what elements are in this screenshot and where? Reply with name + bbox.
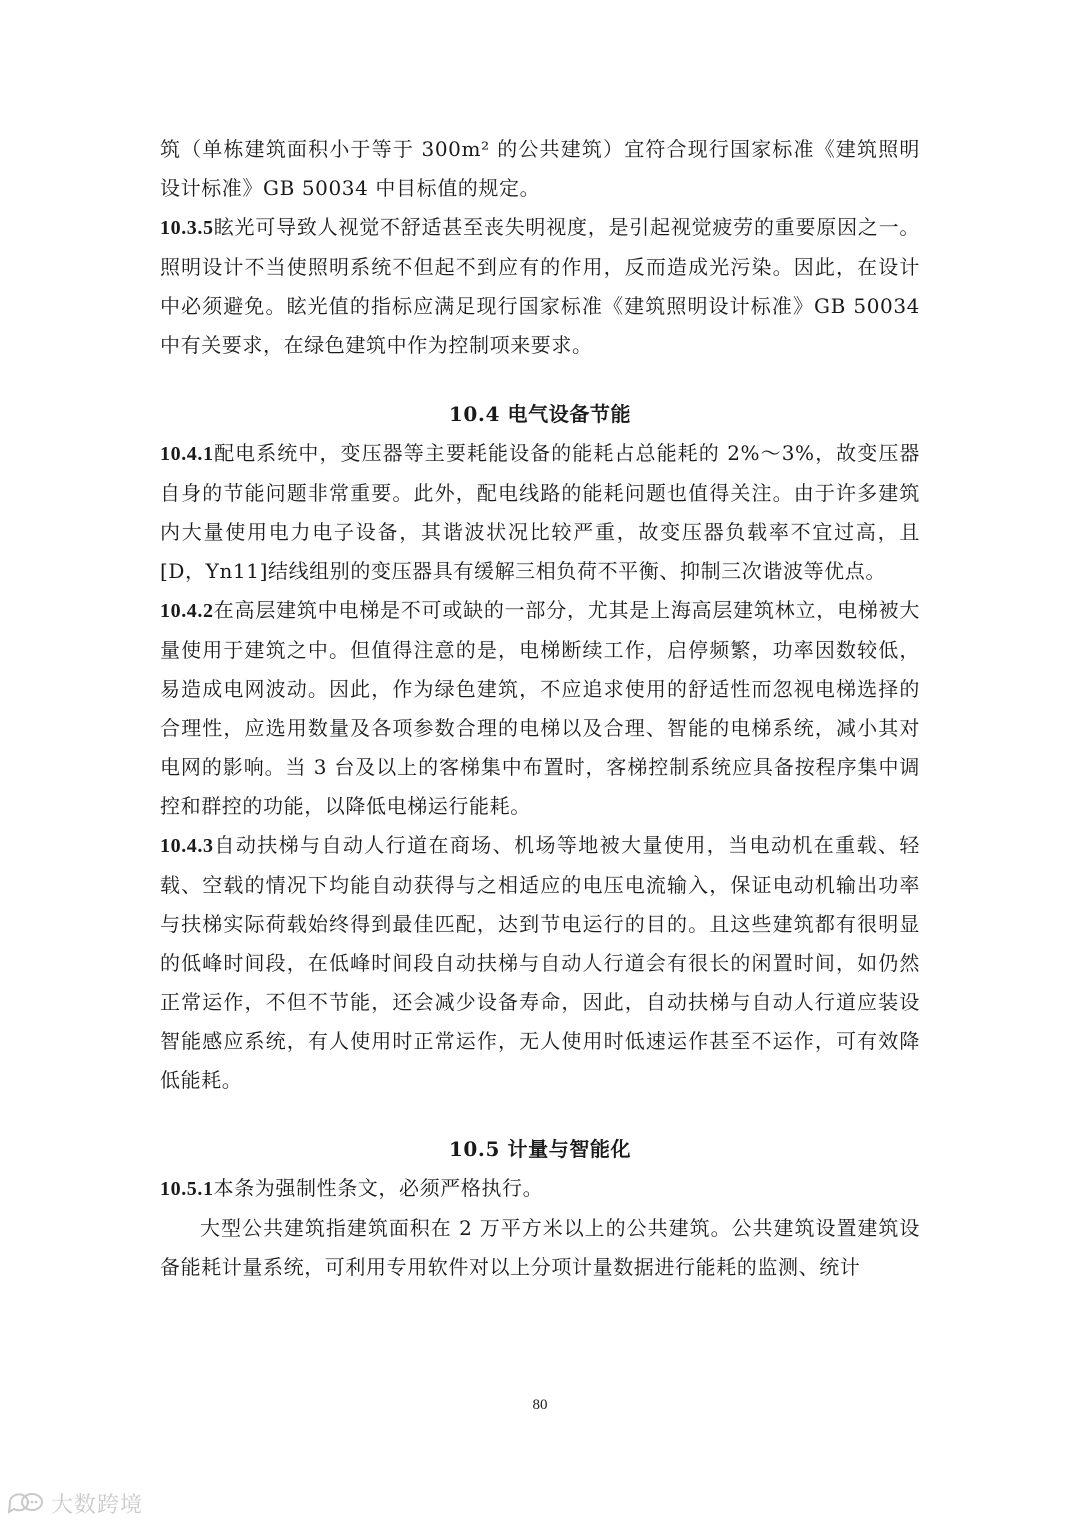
paragraph-text: 大型公共建筑指建筑面积在 2 万平方米以上的公共建筑。公共建筑设置建筑设备能耗计量系统，可利用专用软件对以上分项计量数据进行能耗的监测、统计: [160, 1216, 920, 1279]
watermark: [6, 1488, 143, 1518]
paragraph: [160, 130, 920, 208]
section-gap: [160, 365, 920, 395]
paragraph-text: 筑（单栋建筑面积小于等于 300m² 的公共建筑）宜符合现行国家标准《建筑照明设计标准》GB 50034 中目标值的规定。: [160, 137, 920, 200]
clause-number: 10.4.1: [160, 443, 214, 465]
clause-number: 10.4.3: [160, 835, 214, 857]
section-heading: 10.4 电气设备节能: [448, 402, 632, 426]
paragraph-text: 在高层建筑中电梯是不可或缺的一部分，尤其是上海高层建筑林立，电梯被大量使用于建筑之中。但值得注意的是，电梯断续工作，启停频繁，功率因数较低，易造成电网波动。因此，作为绿色建筑，不应追求使用的舒适性而忽视电梯选择的合理性，应选用数量及各项参数合理的电梯以及合理、智能的电梯系统，减小其对电网的影响。当 3 台及以上的客梯集中布置时，客梯控制系统应具备按程序集中调控和群控的功能，以降低电梯运行能耗。: [160, 598, 920, 818]
paragraph-text: 眩光可导致人视觉不舒适甚至丧失明视度，是引起视觉疲劳的重要原因之一。照明设计不当使照明系统不但起不到应有的作用，反而造成光污染。因此，在设计中必须避免。眩光值的指标应满足现行国家标准《建筑照明设计标准》GB 50034 中有关要求，在绿色建筑中作为控制项来要求。: [160, 215, 920, 357]
paragraph-text: 自动扶梯与自动人行道在商场、机场等地被大量使用，当电动机在重载、轻载、空载的情况下均能自动获得与之相适应的电压电流输入，保证电动机输出功率与扶梯实际荷载始终得到最佳匹配，达到节电运行的目的。且这些建筑都有很明显的低峰时间段，在低峰时间段自动扶梯与自动人行道会有很长的闲置时间，如仍然正常运作，不但不节能，还会减少设备寿命，因此，自动扶梯与自动人行道应装设智能感应系统，有人使用时正常运作，无人使用时低速运作甚至不运作，可有效降低能耗。: [160, 833, 920, 1092]
document-body: [160, 130, 920, 1287]
paragraph: [160, 434, 920, 591]
page-number: 80: [532, 1397, 548, 1413]
clause-number: 10.3.5: [160, 217, 214, 239]
paragraph: [160, 208, 920, 365]
section-heading: 10.5 计量与智能化: [448, 1137, 632, 1161]
paragraph-text: 配电系统中，变压器等主要耗能设备的能耗占总能耗的 2%～3%，故变压器自身的节能问题非常重要。此外，配电线路的能耗问题也值得关注。由于许多建筑内大量使用电力电子设备，其谐波状况比较严重，故变压器负载率不宜过高，且[D，Yn11]结线组别的变压器具有缓解三相负荷不平衡、抑制三次谐波等优点。: [160, 441, 920, 583]
paragraph-text: 本条为强制性条文，必须严格执行。: [213, 1176, 544, 1200]
chat-bubble-logo-icon: [6, 1489, 46, 1517]
clause-number: 10.5.1: [160, 1178, 214, 1200]
paragraph: [160, 1169, 920, 1209]
paragraph: [160, 1209, 920, 1287]
clause-number: 10.4.2: [160, 600, 214, 622]
watermark-text: 大数跨境: [51, 1492, 144, 1518]
paragraph: [160, 826, 920, 1100]
section-gap: [160, 1100, 920, 1130]
paragraph: [160, 591, 920, 826]
